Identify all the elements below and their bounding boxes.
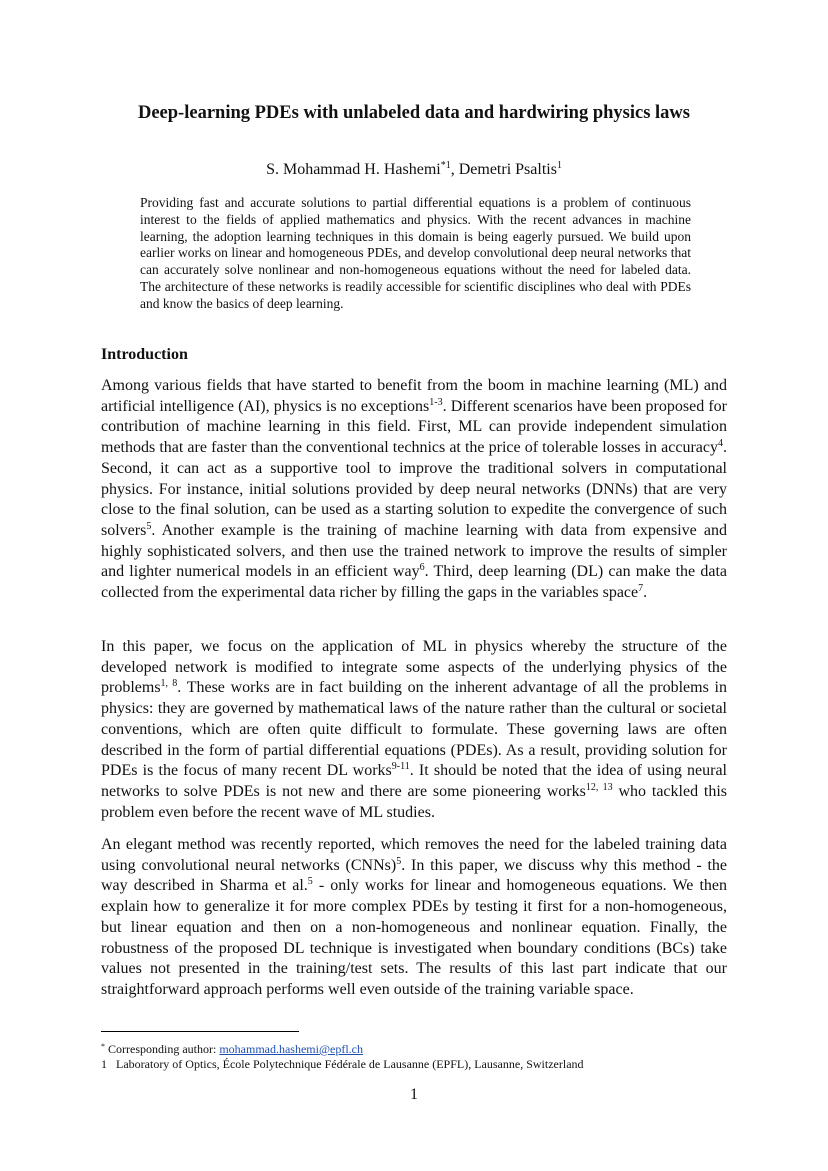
author-separator: , [450,161,459,178]
citation: 5 [307,876,313,888]
paragraph-text: . Another example is the training of machine learning with data from expensive and highly sophisticated solvers, and then use the trained network to improve the results of simpler and lighter numerical models in an efficient way [101,521,727,581]
footnote-affiliation [101,1057,584,1072]
citation: 9-11 [391,761,410,773]
citation: 5 [396,855,402,867]
author-name: S. Mohammad H. Hashemi [266,161,441,178]
author-name: Demetri Psaltis [458,161,557,178]
author-affiliation-mark: 1 [556,160,562,171]
footnote-corresponding-author [101,1042,363,1057]
footnote-mark: * [101,1042,105,1051]
paragraph-text: In this paper, we focus on the application of ML in physics whereby the structure of the developed network is modified to integrate some aspects of the underlying physics of the problems [101,638,727,697]
paper-title: Deep-learning PDEs with unlabeled data and hardwiring physics laws [137,103,690,123]
citation: 1-3 [429,396,443,408]
paragraph-text: An elegant method was recently reported, which removes the need for the labeled training data using convolutional neural networks (CNNs) [101,836,727,874]
body-paragraph [101,637,727,823]
paragraph-text: . Third, deep learning (DL) can make the data collected from the experimental data richer by filling the gaps in the variables space [101,563,727,602]
paragraph-text: - only works for linear and homogeneous equations. We then explain how to generalize it for more complex PDEs by testing it first for a non-homogeneous, but linear equation and then on a non-homogeneous and nonlinear equation. Finally, the robustness of the proposed DL technique is investigated when boundary conditions (BCs) take values not presented in the training/test sets. The results of this last part indicate that our straightforward approach performs well even outside of the training variable space. [101,877,728,998]
footnote-divider [101,1031,299,1032]
page-number: 1 [410,1086,418,1103]
paragraph-text: Among various fields that have started to benefit from the boom in machine learning (ML) and artificial intelligence (AI), physics is no exceptions [101,377,727,415]
paragraph-text: . In this paper, we discuss why this method - the way described in Sharma et al. [101,856,728,895]
author-line [0,160,828,180]
citation: 12, 13 [585,781,613,793]
corresponding-author-email-link[interactable]: mohammad.hashemi@epfl.ch [219,1042,364,1056]
citation: 5 [146,520,152,532]
author-affiliation-mark: *1 [440,160,451,171]
paragraph-text: who tackled this problem even before the recent wave of ML studies. [101,782,728,821]
citation: 7 [638,583,644,595]
paragraph-text: . [643,584,648,602]
body-paragraph [101,835,727,1001]
citation: 1, 8 [160,678,178,690]
footnote-mark: 1 [101,1057,107,1071]
footnote-label: Corresponding author: [105,1042,220,1056]
citation: 4 [718,438,723,450]
body-paragraph [101,376,727,604]
paragraph-text: . Different scenarios have been proposed for contribution of machine learning in this field. First, ML can provide independent simulation methods that are faster than the conventional technics at the price of tolerable losses in accuracy [101,397,728,457]
citation: 6 [419,562,425,574]
footnote-text: Laboratory of Optics, École Polytechnique Fédérale de Lausanne (EPFL), Lausanne, Switzerland [116,1057,584,1071]
section-heading: Introduction [101,346,188,363]
paragraph-text: . It should be noted that the idea of using neural networks to solve PDEs is not new and there are some pioneering works [101,762,727,800]
abstract: Providing fast and accurate solutions to partial differential equations is a problem of continuous interest to the fields of applied mathematics and physics. With the recent advances in machine learning, the adoption learning techniques in this domain is being eagerly pursued. We build upon earlier works on linear and homogeneous PDEs, and develop convolutional deep neural networks that can accurately solve nonlinear and non-homogeneous equations without the need for labeled data. The architecture of these networks is readily accessible for scientific disciplines who deal with PDEs and know the basics of deep learning. [140,195,691,311]
paragraph-text: . These works are in fact building on the inherent advantage of all the problems in physics: they are governed by mathematical laws of the nature rather than the cultural or societal conventions, which are often quite difficult to formulate. These governing laws are often described in the form of partial differential equations (PDEs). As a result, providing solution for PDEs is the focus of many recent DL works [101,679,727,780]
paragraph-text: . Second, it can act as a supportive tool to improve the traditional solvers in computational physics. For instance, initial solutions provided by deep neural networks (DNNs) that are very close to the final solution, can be used as a starting solution to expedite the convergence of such solvers [101,439,727,539]
